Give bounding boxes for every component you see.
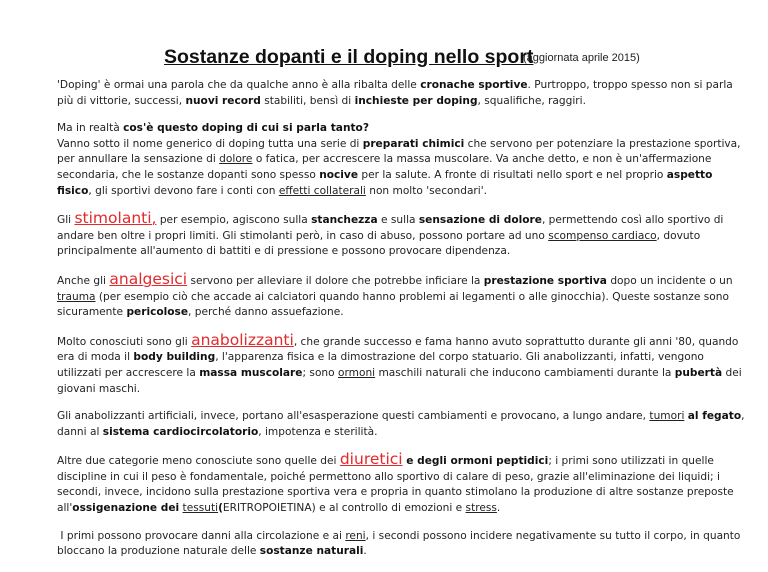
link-scompenso-cardiaco[interactable]: scompenso cardiaco (548, 229, 657, 242)
text: , che grande successo e fama hanno avuto soprattutto durante gli anni '80, quando era di moda il (57, 335, 739, 364)
text: . (363, 545, 367, 558)
link-trauma[interactable]: trauma (57, 290, 96, 303)
paragraph-definition (57, 121, 747, 199)
text: , dovuto principalmente all'aumento di battiti e di pressione e possono provocare dipendenza. (57, 229, 701, 258)
bold-text: ( (218, 502, 223, 515)
bold-text: cos'è questo doping di cui si parla tanto? (123, 122, 369, 135)
bold-text: e degli ormoni peptidici (402, 455, 549, 468)
link-dolore[interactable]: dolore (219, 153, 253, 166)
text: maschili naturali che inducono cambiamenti durante la (375, 366, 675, 379)
bold-text: nuovi record (185, 94, 261, 107)
bold-text: cronache sportive (420, 79, 528, 91)
text: servono per alleviare il dolore che potrebbe inficiare la (187, 274, 484, 287)
bold-text: stanchezza (311, 214, 378, 227)
text: , impotenza e sterilità. (258, 425, 378, 438)
article-body (57, 78, 747, 572)
bold-text: prestazione sportiva (483, 274, 607, 287)
link-tumori[interactable]: tumori (649, 410, 685, 423)
link-ormoni[interactable]: ormoni (338, 366, 376, 379)
text: , permettendo così allo sportivo di andare ben oltre i propri limiti. Gli stimolanti però, in caso di abuso, possono portare ad uno (57, 214, 724, 242)
link-diuretici[interactable]: diuretici (339, 450, 403, 469)
text: per la salute. A fronte di risultati nello sport e nel proprio (358, 168, 667, 181)
text: I primi possono provocare danni alla circolazione e ai (57, 529, 346, 542)
bold-text: aspetto fisico (57, 168, 713, 197)
paragraph-analgesici (57, 269, 747, 321)
page-subtitle: (aggiornata aprile 2015) (523, 52, 640, 64)
text: ERITROPOIETINA) e al controllo di emozioni e (222, 502, 466, 515)
bold-text: al fegato (687, 410, 742, 423)
text: Ma in realtà (57, 122, 124, 135)
text: Vanno sotto il nome generico di doping tutta una serie di (57, 137, 363, 150)
text: dei giovani maschi. (57, 366, 742, 395)
text: per esempio, agiscono sulla (156, 214, 312, 227)
text: . Purtroppo, troppo spesso non si parla più di vittorie, successi, (57, 79, 733, 107)
text: stabiliti, bensì di (260, 94, 355, 107)
text: non molto 'secondari'. (365, 184, 488, 197)
text: , gli sportivi devono fare i conti con (88, 184, 279, 197)
text: ; i primi sono utilizzati in quelle discipline in cui il peso è fondamentale, poiché permettono allo sportivo di calare di peso, grazie all'eliminazione dei liquidi; i secondi, invece, incidono sulla prestazione sportiva vera e propria in quanto stimolano la produzione di altre sostanze preposte all' (57, 455, 734, 515)
paragraph-anabolizzanti (57, 330, 747, 397)
text: ; sono (302, 366, 338, 379)
bold-text: nocive (319, 168, 359, 181)
link-stress[interactable]: stress (465, 502, 497, 515)
bold-text: inchieste per doping (354, 94, 478, 107)
link-stimolanti[interactable]: stimolanti, (74, 209, 157, 228)
text: o fatica, per accrescere la massa muscolare. Va anche detto, e non è un'affermazione secondaria, che le sostanze dopanti sono spesso (57, 153, 712, 181)
text: . (496, 502, 501, 515)
text: , l'apparenza fisica e la dimostrazione del corpo statuario. Gli anabolizzanti, infatti, vengono utilizzati per accrescere la (57, 351, 704, 379)
text: 'Doping' è ormai una parola che da qualche anno è alla ribalta delle (57, 79, 421, 91)
bold-text: body building (133, 351, 216, 364)
text: , perché danno assuefazione. (188, 306, 344, 319)
link-effetti-collaterali[interactable]: effetti collaterali (278, 184, 366, 197)
text: dopo un incidente o un (606, 274, 733, 287)
text: Anche gli (57, 274, 110, 287)
paragraph-conclusion (57, 529, 747, 560)
bold-text: ossigenazione dei (72, 502, 180, 515)
text: Altre due categorie meno conosciute sono quelle dei (57, 455, 340, 468)
paragraph-anabolizzanti-artificiali (57, 409, 747, 440)
paragraph-diuretici (57, 452, 747, 516)
bold-text: pubertà (674, 366, 723, 379)
bold-text: sostanze naturali (259, 545, 364, 558)
link-analgesici[interactable]: analgesici (109, 269, 188, 288)
bold-text: sensazione di dolore (418, 214, 542, 227)
link-tessuti[interactable]: tessuti (182, 502, 219, 515)
text: Gli (57, 214, 75, 227)
page-title: Sostanze dopanti e il doping nello sport (164, 46, 534, 68)
text: , i secondi possono incidere negativamente su tutto il corpo, in quanto bloccano la produzione naturale delle (57, 529, 741, 558)
text: che servono per potenziare la prestazione sportiva, per annullare la sensazione di (57, 137, 741, 166)
text: e sulla (377, 214, 419, 227)
text: , danni al (57, 410, 745, 438)
link-anabolizzanti[interactable]: anabolizzanti (191, 330, 294, 349)
bold-text: sistema cardiocircolatorio (102, 425, 259, 438)
bold-text: massa muscolare (199, 366, 303, 379)
bold-text: preparati chimici (362, 137, 465, 150)
bold-text: pericolose (126, 306, 189, 319)
text: , squalifiche, raggiri. (477, 94, 586, 107)
text: (per esempio ciò che accade ai calciatori quando hanno problemi ai legamenti o alle ginocchia). Queste sostanze sono sicuramente (57, 290, 729, 319)
paragraph-intro (57, 78, 747, 109)
paragraph-stimolanti (57, 211, 747, 260)
link-reni[interactable]: reni (345, 529, 366, 542)
text: Gli anabolizzanti artificiali, invece, portano all'esasperazione questi cambiamenti e provocano, a lungo andare, (57, 410, 650, 423)
text: Molto conosciuti sono gli (57, 335, 192, 348)
